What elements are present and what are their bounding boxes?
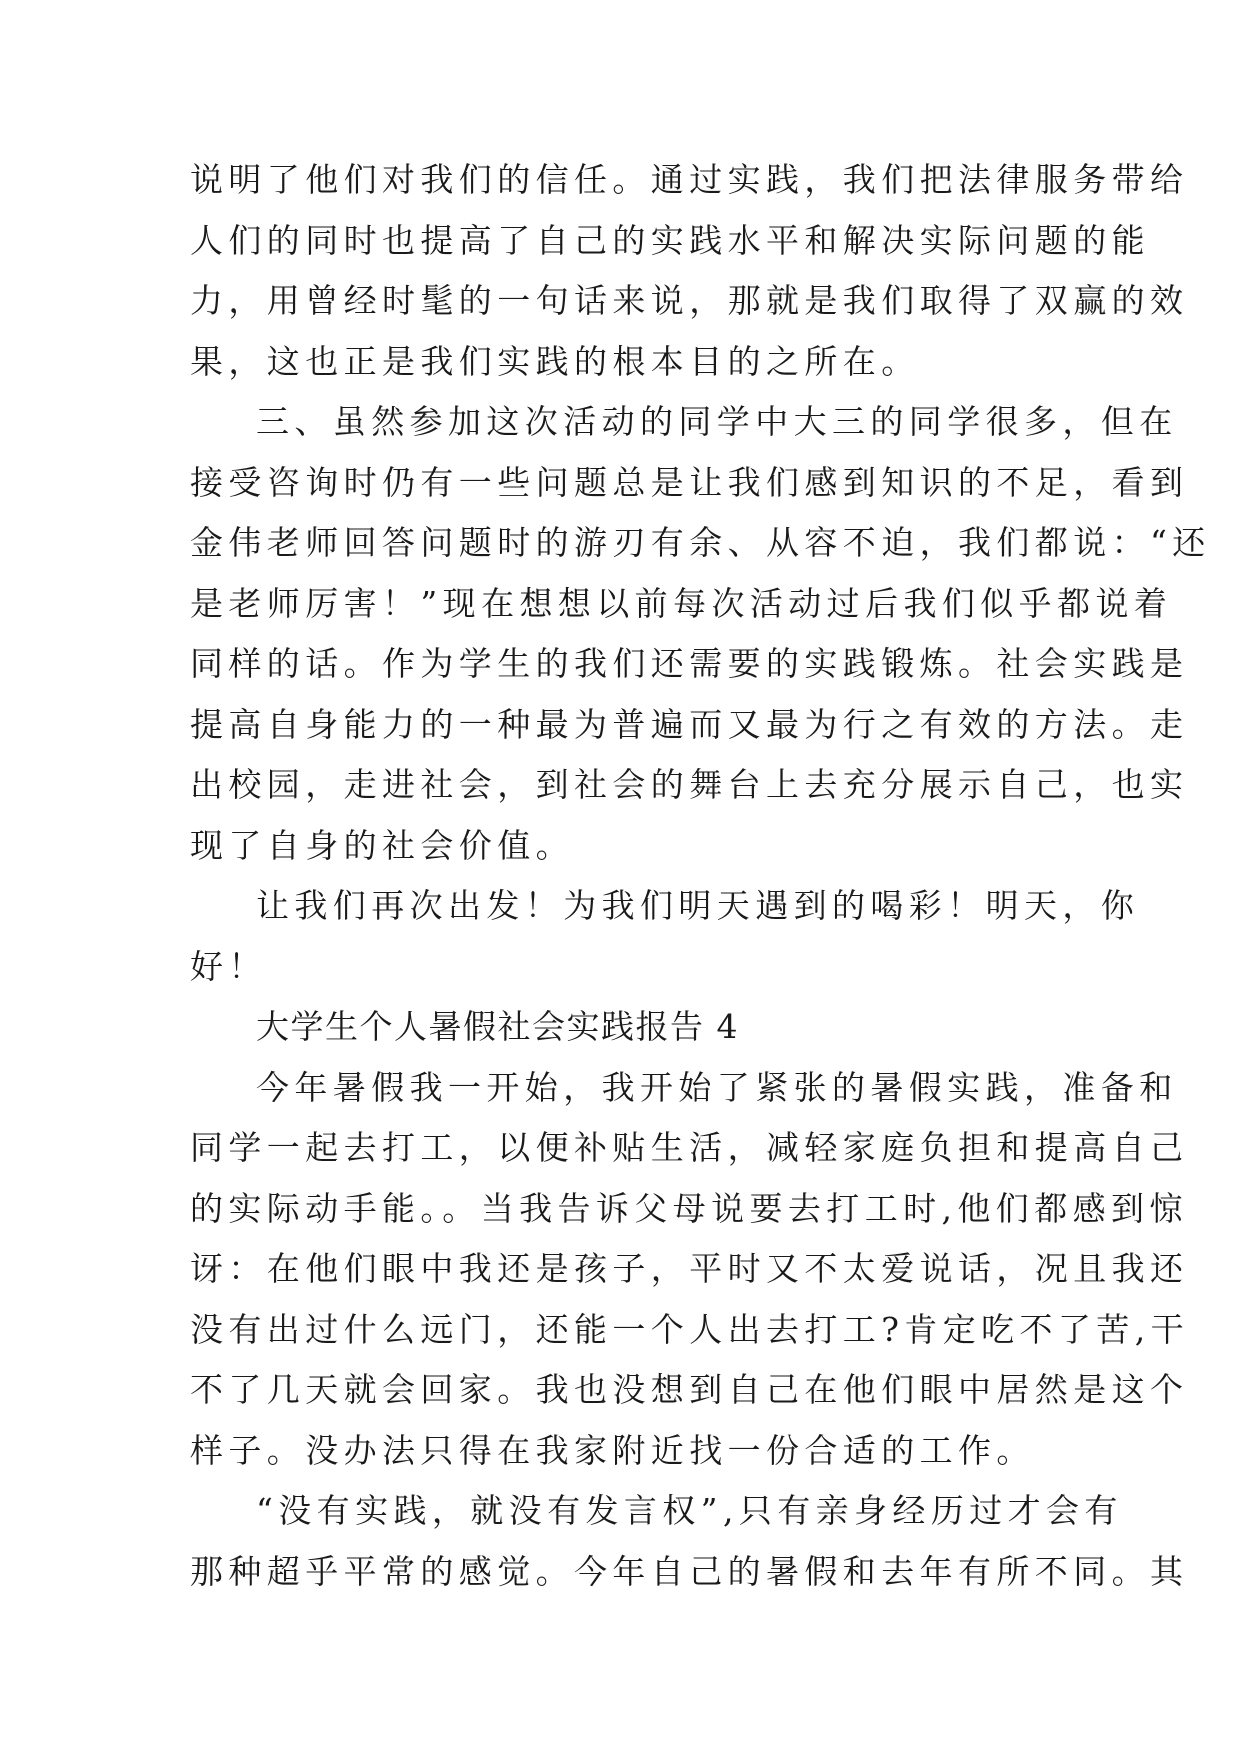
text-line: 说明了他们对我们的信任。通过实践，我们把法律服务带给 xyxy=(190,160,1189,199)
text-line: 不了几天就会回家。我也没想到自己在他们眼中居然是这个 xyxy=(190,1370,1189,1409)
text-line: 提高自身能力的一种最为普遍而又最为行之有效的方法。走 xyxy=(190,704,1189,744)
text-line: 没有出过什么远门，还能一个人出去打工?肯定吃不了苦,干 xyxy=(190,1309,1189,1349)
text-line: 现了自身的社会价值。 xyxy=(190,825,574,865)
paragraph-point-three xyxy=(190,392,1211,876)
text-line: 三、虽然参加这次活动的同学中大三的同学很多，但在 xyxy=(256,402,1178,441)
text-line: 力，用曾经时髦的一句话来说，那就是我们取得了双赢的效 xyxy=(190,281,1189,320)
text-line: 让我们再次出发！为我们明天遇到的喝彩！明天，你 xyxy=(256,886,1140,925)
section-heading-report-4 xyxy=(190,997,1052,1058)
text-line: 同学一起去打工，以便补贴生活，减轻家庭负担和提高自己 xyxy=(190,1128,1189,1167)
text-line: 样子。没办法只得在我家附近找一份合适的工作。 xyxy=(190,1430,1035,1470)
text-line: 果，这也正是我们实践的根本目的之所在。 xyxy=(190,341,920,381)
text-line: 讶：在他们眼中我还是孩子，平时又不太爱说话，况且我还 xyxy=(190,1249,1189,1288)
text-line: 出校园，走进社会，到社会的舞台上去充分展示自己，也实 xyxy=(190,765,1189,804)
text-line: 好！ xyxy=(190,946,267,986)
text-line: 同样的话。作为学生的我们还需要的实践锻炼。社会实践是 xyxy=(190,644,1189,683)
text-line: 的实际动手能。。当我告诉父母说要去打工时,他们都感到惊 xyxy=(190,1188,1188,1228)
paragraph-practice-quote xyxy=(190,1481,1189,1602)
document-body xyxy=(190,150,1211,1602)
text-line: “没有实践，就没有发言权”,只有亲身经历过才会有 xyxy=(256,1491,1123,1530)
text-line: 那种超乎平常的感觉。今年自己的暑假和去年有所不同。其 xyxy=(190,1551,1189,1591)
text-line: 人们的同时也提高了自己的实践水平和解决实际问题的能 xyxy=(190,220,1150,260)
paragraph-trust-and-win-win xyxy=(190,150,1189,392)
paragraph-summer-work xyxy=(190,1058,1189,1482)
paragraph-set-out-again xyxy=(190,876,1140,997)
text-line: 是老师厉害！”现在想想以前每次活动过后我们似乎都说着 xyxy=(190,583,1173,623)
text-line: 接受咨询时仍有一些问题总是让我们感到知识的不足，看到 xyxy=(190,462,1189,502)
text-line: 今年暑假我一开始，我开始了紧张的暑假实践，准备和 xyxy=(256,1067,1178,1107)
section-heading: 大学生个人暑假社会实践报告 4 xyxy=(256,1007,739,1046)
text-line: 金伟老师回答问题时的游刃有余、从容不迫，我们都说：“还 xyxy=(190,523,1211,562)
